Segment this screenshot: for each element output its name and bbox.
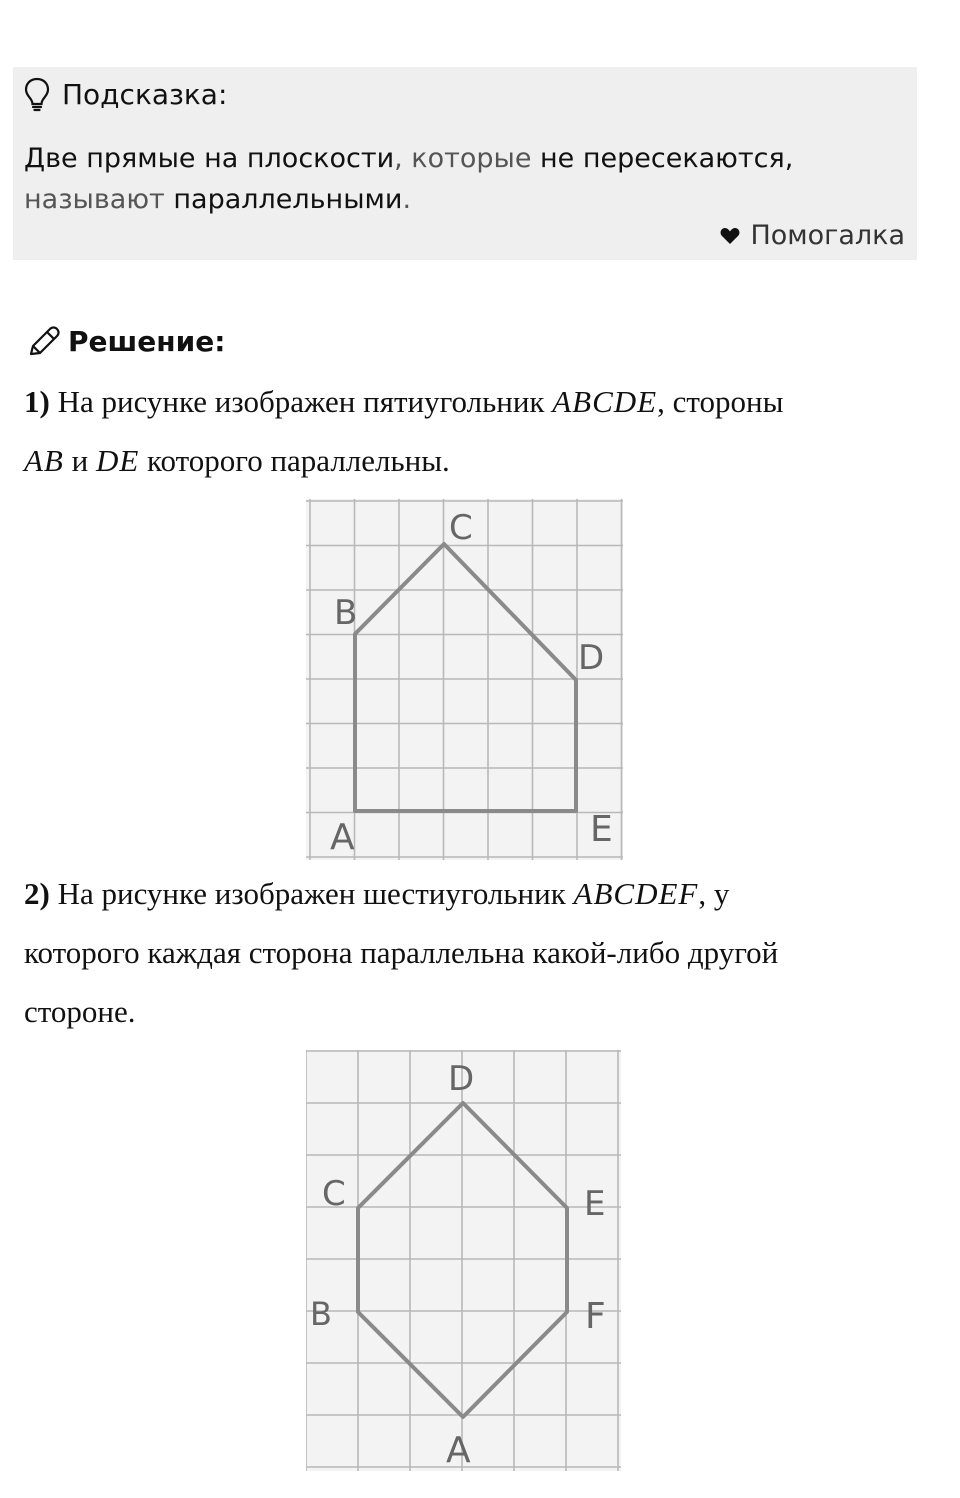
item1-shape: ABCDE	[552, 384, 658, 419]
item1-number: 1)	[24, 384, 50, 419]
hint-text-part6: параллельными	[173, 184, 403, 215]
label-D: D	[448, 1059, 475, 1099]
hexagon-figure	[306, 1050, 621, 1471]
lightbulb-icon	[22, 76, 52, 112]
solution-item-1	[24, 372, 904, 490]
item1-side1: AB	[24, 443, 64, 478]
hint-text-part3: не пересекаются	[540, 143, 785, 174]
hint-text-part2: , которые	[394, 143, 541, 174]
hint-text-part7: .	[402, 184, 412, 215]
item2-text-b: , у	[698, 876, 730, 911]
item2-text-a: На рисунке изображен шестиугольник	[49, 876, 574, 911]
hint-text-part5: называют	[24, 184, 174, 215]
solution-title: Решение:	[68, 324, 226, 358]
label-F: F	[585, 1296, 606, 1337]
item2-number: 2)	[24, 876, 50, 911]
item2-shape: ABCDEF	[573, 876, 699, 911]
label-B: B	[310, 1295, 332, 1333]
label-A: A	[330, 817, 355, 858]
item1-text-d: которого параллельны.	[139, 443, 450, 478]
solution-header	[26, 322, 225, 360]
item1-text-c: и	[63, 443, 96, 478]
hint-header	[22, 76, 227, 112]
hint-footer-label: Помогалка	[750, 220, 905, 251]
item1-text-b: , стороны	[657, 384, 784, 419]
label-E: E	[584, 1184, 606, 1224]
item2-line2: которого каждая сторона параллельна какой-либо другой	[24, 935, 779, 970]
hint-title: Подсказка:	[62, 77, 228, 111]
item1-text-a: На рисунке изображен пятиугольник	[49, 384, 553, 419]
item1-side2: DE	[95, 443, 140, 478]
solution-item-2	[24, 864, 904, 1041]
item2-line3: стороне.	[24, 994, 136, 1029]
hint-text	[24, 138, 904, 220]
label-A: A	[446, 1430, 471, 1471]
pentagon-shape	[355, 544, 576, 811]
label-D: D	[578, 638, 605, 678]
hint-text-part4: ,	[784, 143, 794, 174]
hint-footer[interactable]	[720, 220, 905, 251]
label-C: C	[449, 508, 473, 548]
hint-text-part1: Две прямые на плоскости	[24, 143, 395, 174]
grid-lines	[306, 1050, 621, 1471]
label-B: B	[334, 593, 358, 633]
label-C: C	[322, 1174, 346, 1214]
heart-icon	[720, 227, 740, 245]
pencil-icon	[26, 323, 62, 359]
pentagon-figure	[306, 499, 623, 860]
label-E: E	[590, 809, 613, 850]
